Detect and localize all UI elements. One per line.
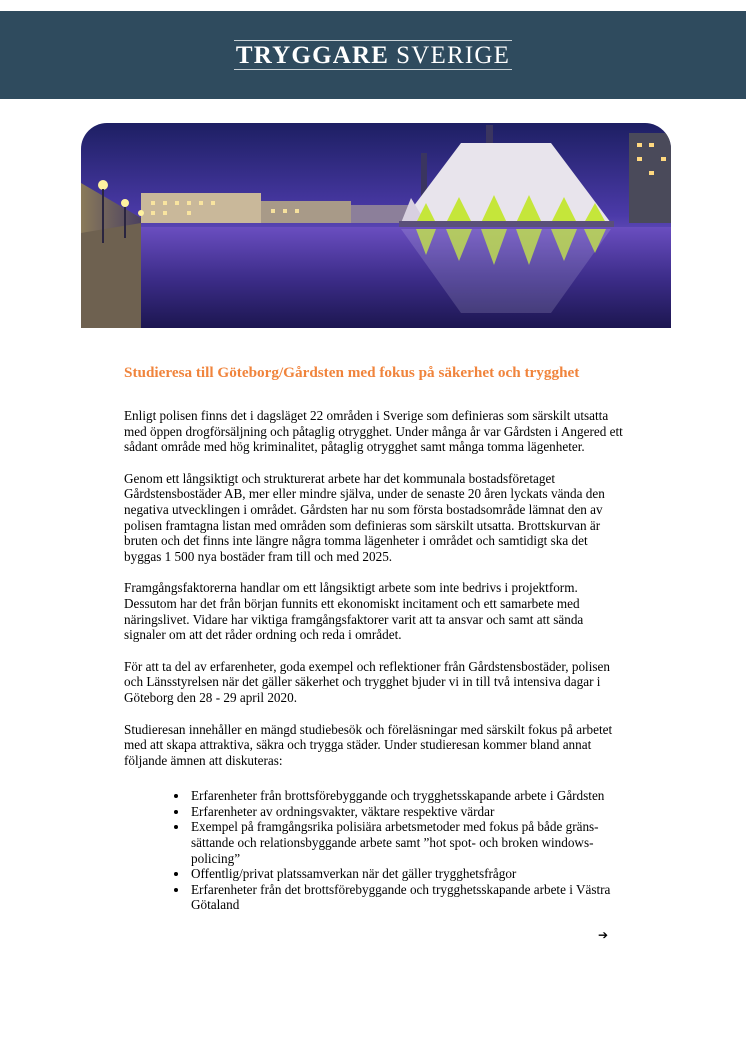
brand-logo-regular: SVERIGE	[396, 42, 511, 69]
article-paragraph: Studieresan innehåller en mängd studiebesök och föreläsningar med särskilt fokus på arbetet med att skapa attraktiva, säkra och trygga städer. Under studieresan kommer bland annat följande ämnen att diskuteras:	[124, 721, 613, 768]
topic-list	[124, 788, 624, 913]
city-waterfront-night-photo-icon	[81, 123, 671, 328]
brand-logo-bold: TRYGGARE	[235, 42, 390, 69]
article-paragraph: Genom ett långsiktigt och strukturerat arbete har det kommunala bostadsföretaget Gårdstensbostäder AB, mer eller mindre själva, under de senaste 20 åren lyckats vända den negativa utvecklingen i området. Gårdsten har nu som första bostadsområde lämnat den av polisen framtagna listan med områden som definieras som särskilt utsatta. Brottskurvan är bruten och det finns inte längre några tomma lägenheter i området och samtidigt ska det byggas 1 500 nya bostäder fram till och med 2025.	[124, 470, 605, 564]
next-page-arrow-icon: ➔	[598, 928, 609, 942]
article-title: Studieresa till Göteborg/Gårdsten med fokus på säkerhet och trygghet	[124, 364, 580, 381]
article-paragraph: För att ta del av erfarenheter, goda exempel och reflektioner från Gårdstensbostäder, polisen och Länsstyrelsen när det gäller säkerhet och trygghet bjuder vi in till två intensiva dagar i Göteborg den 28 - 29 april 2020.	[124, 658, 610, 705]
topic-item: • Erfarenheter av ordningsvakter, väktare respektive värdar	[189, 804, 624, 820]
hero-photo	[81, 123, 671, 328]
article-paragraph: Framgångsfaktorerna handlar om ett långsiktigt arbete som inte bedrivs i projektform. Dessutom har det från början funnits ett ekonomiskt incitament och ett samarbete med näringslivet. Vidare har viktiga framgångsfaktorer varit att ta ansvar och samt att sända signaler om att det råder ordning och reda i området.	[124, 580, 584, 643]
topic-item: • Offentlig/privat platssamverkan när det gäller trygghetsfrågor	[189, 866, 624, 882]
topic-item: • Erfarenheter från det brottsförebyggande och trygghetsskapande arbete i Västra Götaland	[189, 882, 624, 913]
article	[124, 364, 624, 913]
brand-logo	[234, 40, 512, 70]
article-paragraph: Enligt polisen finns det i dagsläget 22 områden i Sverige som definieras som särskilt utsatta med öppen drogförsäljning och påtaglig otrygghet. Under många år var Gårdsten i Angered ett sådant område med hög kriminalitet, påtaglig otrygghet samt många tomma lägenheter.	[124, 408, 623, 455]
topic-item: • Erfarenheter från brottsförebyggande och trygghetsskapande arbete i Gårdsten	[189, 788, 624, 804]
topic-item: • Exempel på framgångsrika polisiära arbetsmetoder med fokus på både gräns-sättande och relationsbyggande arbete samt ”hot spot- och broken windows-policing”	[189, 819, 624, 866]
brand-header	[0, 11, 746, 99]
